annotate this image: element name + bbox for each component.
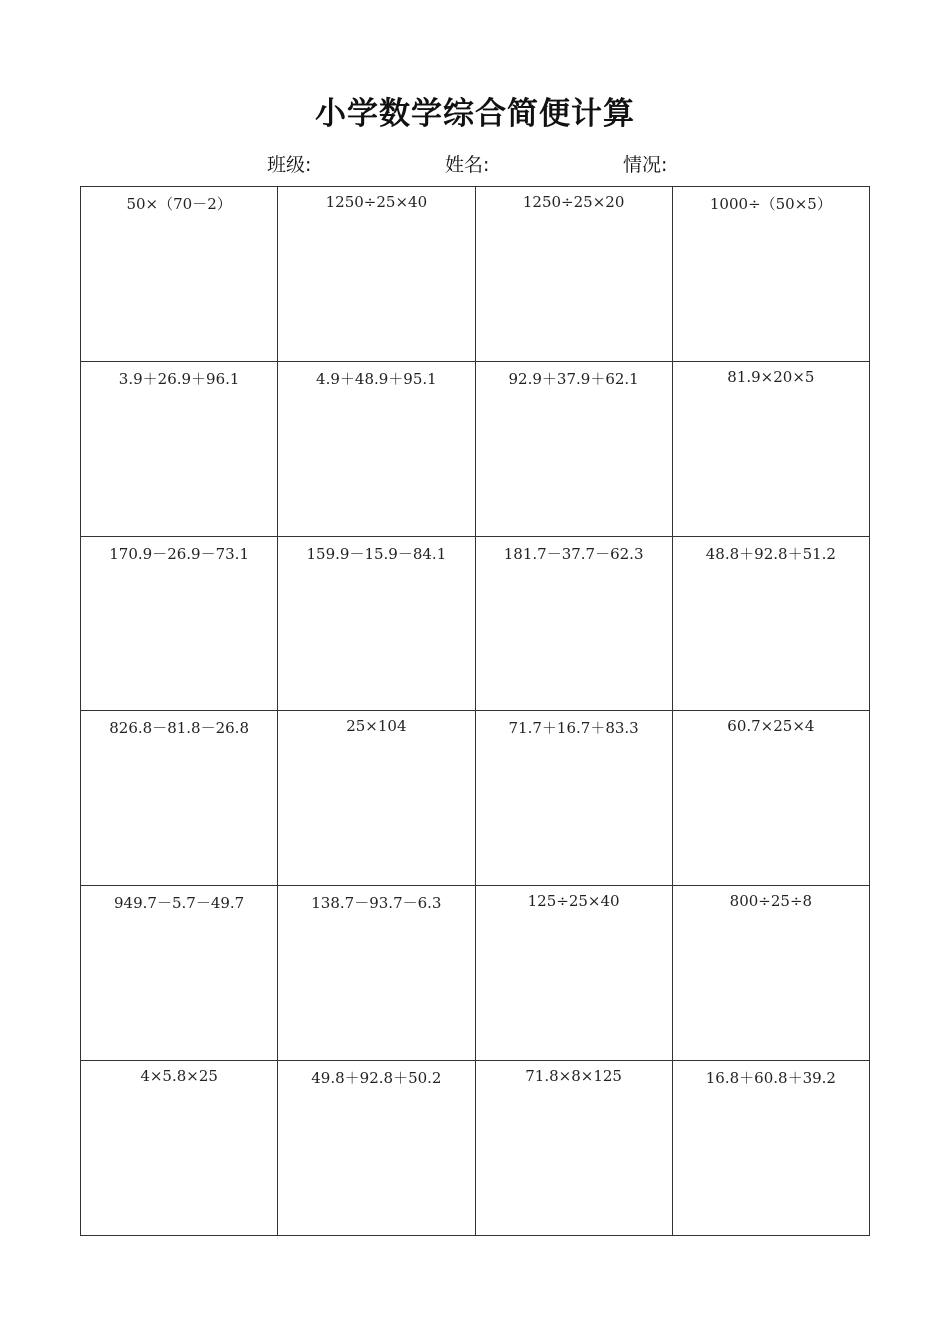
problem-cell[interactable]: [278, 886, 475, 1061]
problem-cell[interactable]: [278, 711, 475, 886]
problem-cell[interactable]: [278, 362, 475, 537]
problem-text: 3.9＋26.9＋96.1: [118, 369, 240, 388]
problem-text: 826.8－81.8－26.8: [109, 719, 249, 738]
class-label: 班级:: [267, 154, 312, 176]
name-label: 姓名:: [445, 154, 490, 176]
problem-cell[interactable]: [673, 537, 870, 712]
problem-text: 71.7＋16.7＋83.3: [508, 719, 639, 738]
problem-text: 4.9＋48.9＋95.1: [316, 369, 437, 388]
problem-cell[interactable]: [278, 187, 475, 362]
problem-text: 138.7－93.7－6.3: [311, 894, 442, 913]
problem-text: 49.8＋92.8＋50.2: [311, 1069, 442, 1088]
problem-text: 71.8×8×125: [525, 1067, 622, 1086]
problem-cell[interactable]: [81, 187, 278, 362]
problem-text: 800÷25÷8: [729, 892, 813, 911]
problem-text: 50×（70－2）: [126, 195, 232, 213]
problem-cell[interactable]: [476, 1061, 673, 1236]
problem-cell[interactable]: [476, 187, 673, 362]
problem-text: 60.7×25×4: [727, 717, 815, 736]
problem-cell[interactable]: [81, 886, 278, 1061]
problem-cell[interactable]: [278, 1061, 475, 1236]
problem-text: 125÷25×40: [527, 892, 620, 911]
problem-cell[interactable]: [81, 1061, 278, 1236]
problem-cell[interactable]: [673, 362, 870, 537]
problem-cell[interactable]: [81, 537, 278, 712]
page-title: 小学数学综合简便计算: [315, 96, 635, 132]
problem-cell[interactable]: [673, 187, 870, 362]
problem-text: 170.9－26.9－73.1: [109, 544, 249, 563]
problem-cell[interactable]: [81, 711, 278, 886]
problem-text: 1250÷25×20: [522, 193, 625, 211]
problem-cell[interactable]: [673, 886, 870, 1061]
problem-text: 48.8＋92.8＋51.2: [705, 544, 836, 563]
problem-cell[interactable]: [476, 886, 673, 1061]
problem-cell[interactable]: [476, 537, 673, 712]
problem-text: 949.7－5.7－49.7: [114, 894, 245, 913]
problem-text: 159.9－15.9－84.1: [306, 544, 447, 563]
problem-text: 92.9＋37.9＋62.1: [508, 369, 639, 388]
problem-cell[interactable]: [278, 537, 475, 712]
problem-text: 81.9×20×5: [727, 367, 815, 386]
problem-cell[interactable]: [81, 362, 278, 537]
problem-text: 25×104: [346, 717, 407, 736]
problem-text: 4×5.8×25: [140, 1067, 218, 1086]
problem-text: 1000÷（50×5）: [709, 195, 832, 213]
problem-cell[interactable]: [673, 711, 870, 886]
problem-cell[interactable]: [476, 711, 673, 886]
problem-text: 181.7－37.7－62.3: [503, 544, 644, 563]
problem-text: 16.8＋60.8＋39.2: [705, 1069, 836, 1088]
problem-grid: [80, 186, 870, 1236]
problem-cell[interactable]: [673, 1061, 870, 1236]
status-label: 情况:: [623, 154, 668, 176]
problem-cell[interactable]: [476, 362, 673, 537]
problem-text: 1250÷25×40: [325, 193, 428, 211]
